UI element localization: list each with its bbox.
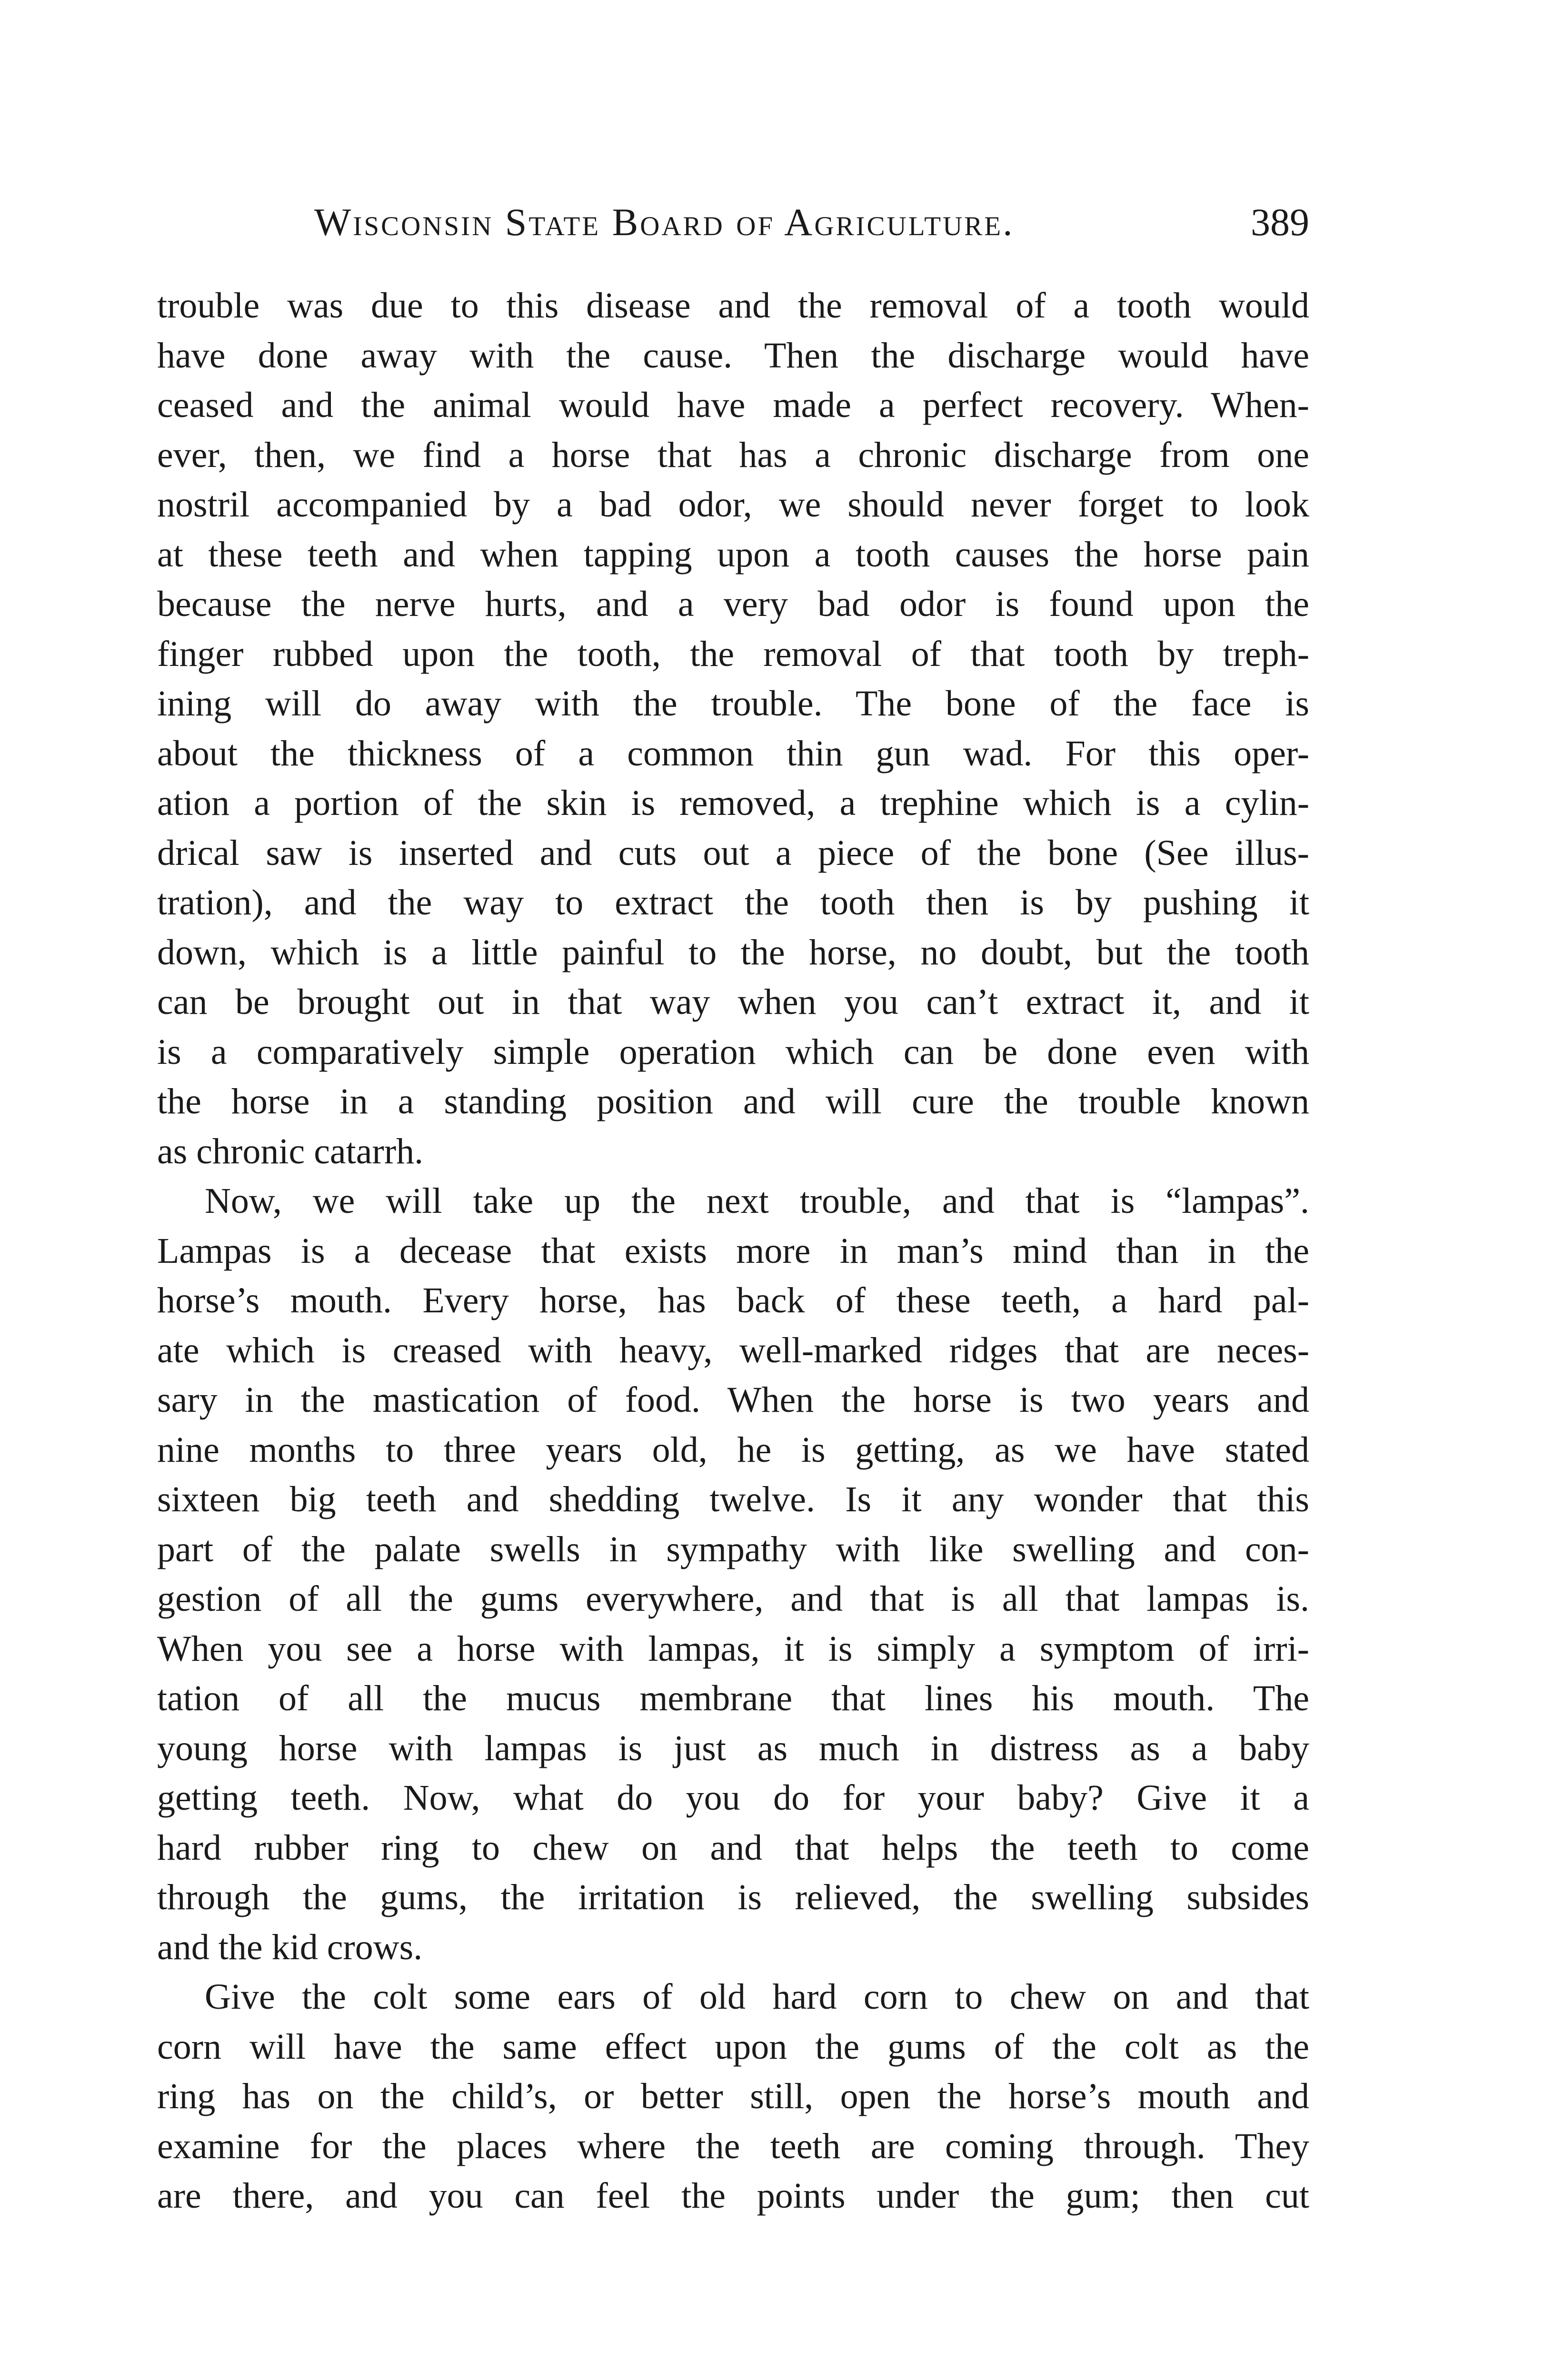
text-line: Give the colt some ears of old hard corn to chew on and that	[205, 1977, 1309, 2017]
text-line: is a comparatively simple operation which can be done even with	[157, 1031, 1309, 1072]
text-line: corn will have the same effect upon the gums of the colt as the	[157, 2026, 1309, 2067]
text-line: examine for the places where the teeth are coming through. They	[157, 2126, 1309, 2166]
text-line: gestion of all the gums everywhere, and that is all that lampas is.	[157, 1579, 1309, 1619]
text-line: young horse with lampas is just as much in distress as a baby	[157, 1728, 1309, 1768]
page-header	[157, 200, 1309, 257]
paragraph	[157, 281, 1309, 1176]
text-line: drical saw is inserted and cuts out a piece of the bone (See illus-	[157, 833, 1309, 873]
paragraph	[157, 1176, 1309, 1972]
text-line: down, which is a little painful to the horse, no doubt, but the tooth	[157, 932, 1309, 972]
text-line: Now, we will take up the next trouble, and that is “lampas”.	[205, 1181, 1309, 1221]
text-line: have done away with the cause. Then the discharge would have	[157, 335, 1309, 376]
text-line: nostril accompanied by a bad odor, we should never forget to look	[157, 485, 1309, 525]
text-line: because the nerve hurts, and a very bad odor is found upon the	[157, 584, 1309, 624]
text-line: sary in the mastication of food. When the horse is two years and	[157, 1380, 1309, 1420]
page-number: 389	[1251, 200, 1309, 244]
text-line: ation a portion of the skin is removed, a trephine which is a cylin-	[157, 783, 1309, 823]
text-line: part of the palate swells in sympathy with like swelling and con-	[157, 1529, 1309, 1569]
text-line: can be brought out in that way when you can’t extract it, and it	[157, 982, 1309, 1022]
text-line: and the kid crows.	[157, 1927, 423, 1967]
text-line: ever, then, we find a horse that has a chronic discharge from one	[157, 435, 1309, 475]
text-line: the horse in a standing position and will cure the trouble known	[157, 1081, 1309, 1121]
text-line: Lampas is a decease that exists more in man’s mind than in the	[157, 1230, 1309, 1271]
text-line: ate which is creased with heavy, well-marked ridges that are neces-	[157, 1330, 1309, 1370]
text-line: are there, and you can feel the points under the gum; then cut	[157, 2176, 1309, 2216]
text-line: getting teeth. Now, what do you do for your baby? Give it a	[157, 1778, 1309, 1818]
running-head: Wisconsin State Board of Agriculture.	[314, 200, 1015, 244]
text-line: trouble was due to this disease and the removal of a tooth would	[157, 286, 1309, 326]
text-line: about the thickness of a common thin gun wad. For this oper-	[157, 733, 1309, 774]
text-line: finger rubbed upon the tooth, the removal of that tooth by treph-	[157, 634, 1309, 674]
text-line: hard rubber ring to chew on and that helps the teeth to come	[157, 1827, 1309, 1868]
text-line: at these teeth and when tapping upon a tooth causes the horse pain	[157, 534, 1309, 575]
text-line: tation of all the mucus membrane that lines his mouth. The	[157, 1678, 1309, 1718]
text-line: as chronic catarrh.	[157, 1131, 424, 1171]
text-line: tration), and the way to extract the tooth then is by pushing it	[157, 883, 1309, 922]
text-line: ining will do away with the trouble. The bone of the face is	[157, 684, 1309, 724]
text-line: ring has on the child’s, or better still, open the horse’s mouth and	[157, 2076, 1309, 2116]
text-line: through the gums, the irritation is relieved, the swelling subsides	[157, 1877, 1309, 1917]
text-line: nine months to three years old, he is getting, as we have stated	[157, 1429, 1309, 1470]
text-line: When you see a horse with lampas, it is simply a symptom of irri-	[157, 1628, 1309, 1669]
paragraph	[157, 1972, 1309, 2221]
text-line: ceased and the animal would have made a perfect recovery. When-	[157, 385, 1309, 425]
text-line: sixteen big teeth and shedding twelve. Is it any wonder that this	[157, 1479, 1309, 1519]
text-line: horse’s mouth. Every horse, has back of these teeth, a hard pal-	[157, 1280, 1309, 1320]
body-text	[157, 281, 1309, 2221]
